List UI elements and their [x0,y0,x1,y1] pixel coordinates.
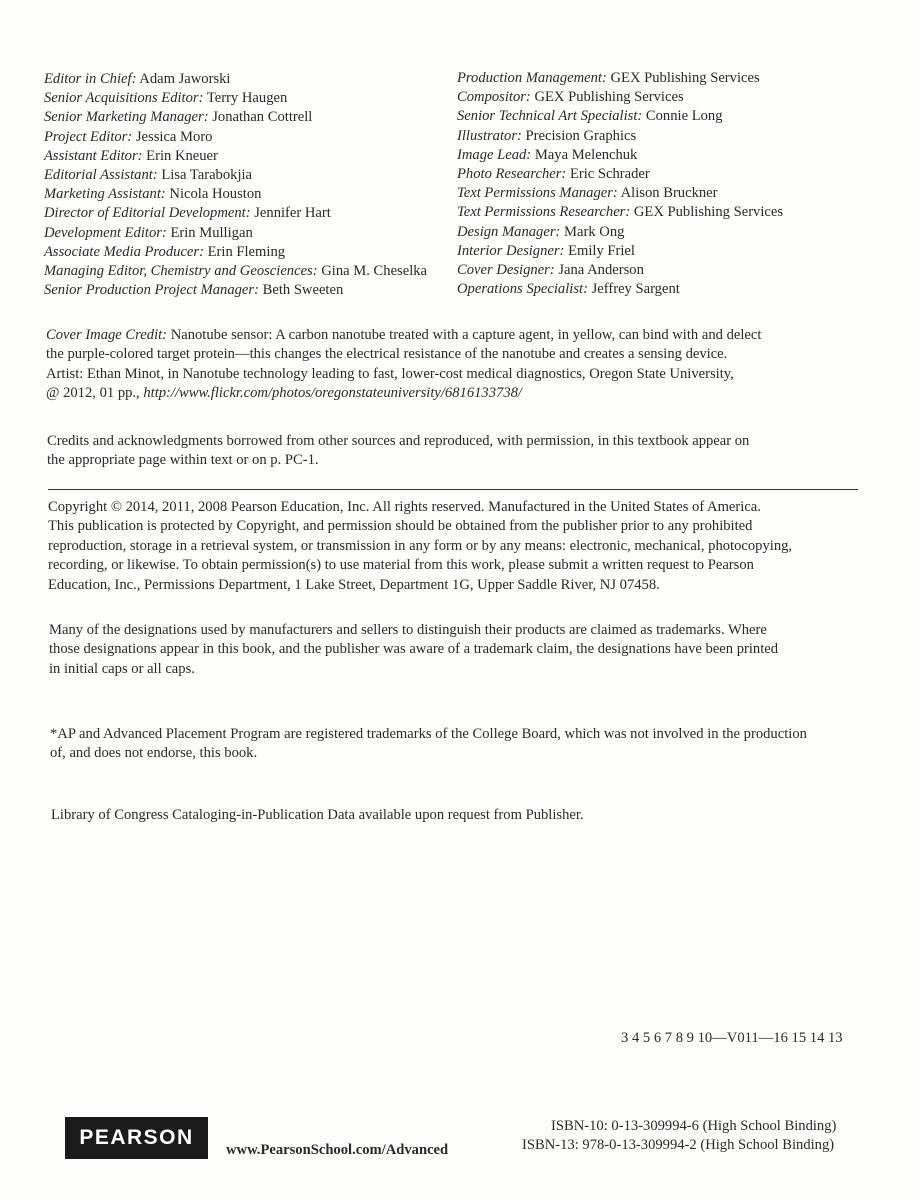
credit-role: Operations Specialist: [457,281,588,298]
cover-credit-text: @ 2012, 01 pp., [46,385,144,402]
credit-line [44,147,449,166]
trademarks-paragraph [49,621,869,679]
credit-name: Eric Schrader [569,166,650,183]
credit-line [457,127,887,146]
paragraph-line: the appropriate page within text or on p. PC-1. [47,452,319,469]
credit-role: Managing Editor, Chemistry and Geosciences: [44,263,318,280]
credit-role: Design Manager: [457,223,561,240]
cover-credit-label: Cover Image Credit: [46,327,168,343]
credit-role: Compositor: [457,89,531,106]
paragraph-line: reproduction, storage in a retrieval system, or transmission in any form or by any means: electronic, mechanical, photocopying, [48,537,793,554]
paragraph-line: This publication is protected by Copyright, and permission should be obtained from the publisher prior to any prohibited [48,518,753,535]
credit-name: Jana Anderson [558,262,644,279]
paragraph-line: Copyright © 2014, 2011, 2008 Pearson Education, Inc. All rights reserved. Manufactured in the United States of America. [48,499,761,515]
credit-line [44,108,449,127]
credit-role: Editorial Assistant: [44,167,158,184]
credit-role: Assistant Editor: [44,147,143,164]
cover-credit-line: Artist: Ethan Minot, in Nanotube technology leading to fast, lower-cost medical diagnostics, Oregon State University, [46,365,734,382]
credit-name: Mark Ong [564,223,625,240]
credit-name: GEX Publishing Services [534,89,684,106]
credit-name: Nicola Houston [169,186,262,203]
paragraph-line: in initial caps or all caps. [49,660,195,677]
cover-credit-line [46,384,866,403]
credit-name: Emily Friel [568,242,635,259]
credit-line [457,261,887,280]
credit-role: Senior Acquisitions Editor: [44,90,204,107]
credit-name: GEX Publishing Services [610,70,760,86]
cover-credit-line: the purple-colored target protein—this changes the electrical resistance of the nanotube and creates a sensing device. [46,346,728,363]
cover-credit-line [46,326,866,345]
credit-name: Erin Mulligan [170,224,253,241]
library-of-congress-note: Library of Congress Cataloging-in-Publication Data available upon request from Publisher. [51,807,584,823]
credit-line [457,184,887,203]
credit-role: Text Permissions Manager: [457,185,618,202]
credit-role: Senior Technical Art Specialist: [457,108,643,125]
credit-name: Jessica Moro [135,128,213,145]
cover-credit-text: Nanotube sensor: A carbon nanotube treated with a capture agent, in yellow, can bind with and delect [167,327,762,343]
credit-line [457,223,887,242]
credit-role: Production Management: [457,70,607,86]
credit-line [457,165,887,184]
isbn-10: ISBN-10: 0-13-309994-6 (High School Binding) [551,1118,837,1134]
credit-role: Illustrator: [457,127,522,144]
logo-text: PEARSON [79,1126,194,1149]
credit-role: Marketing Assistant: [44,186,166,203]
credit-role: Development Editor: [44,224,167,241]
credit-role: Text Permissions Researcher: [457,204,631,221]
paragraph-line: of, and does not endorse, this book. [50,745,258,762]
credit-role: Image Lead: [457,146,532,163]
credit-role: Editor in Chief: [44,71,137,87]
credit-name: Connie Long [645,108,723,125]
credit-role: Associate Media Producer: [44,243,204,260]
credit-line [44,243,449,262]
credit-name: Jonathan Cottrell [212,109,313,126]
cover-image-credit [46,326,866,404]
credit-line [44,204,449,223]
paragraph-line: Education, Inc., Permissions Department, 1 Lake Street, Department 1G, Upper Saddle River, NJ 07458. [48,576,660,593]
credit-line [44,185,449,204]
credit-name: Precision Graphics [525,127,637,144]
horizontal-rule [48,489,858,490]
credit-line [44,128,449,147]
pearson-logo [65,1117,208,1159]
credit-line [44,166,449,185]
credit-line [457,280,887,299]
credit-line [44,70,449,89]
credit-name: Terry Haugen [206,90,288,107]
credit-role: Photo Researcher: [457,166,567,183]
credit-name: Maya Melenchuk [534,146,638,163]
credit-name: Jeffrey Sargent [591,281,680,298]
credit-role: Director of Editorial Development: [44,205,251,222]
acknowledgments-paragraph [47,432,867,471]
credit-name: Beth Sweeten [262,282,344,299]
credit-line [457,88,887,107]
copyright-paragraph [48,498,868,595]
credit-line [457,107,887,126]
credit-line [44,281,449,300]
credit-line [44,89,449,108]
credits-left-column [44,70,449,300]
credit-name: Gina M. Cheselka [321,263,428,280]
paragraph-line: Many of the designations used by manufacturers and sellers to distinguish their products are claimed as trademarks. Where [49,622,767,638]
credit-name: Erin Fleming [207,243,286,260]
credit-role: Project Editor: [44,128,133,145]
credit-name: GEX Publishing Services [633,204,784,221]
paragraph-line: Credits and acknowledgments borrowed from other sources and reproduced, with permission, in this textbook appear on [47,433,750,449]
ap-notice-paragraph [50,725,870,764]
website-url: www.PearsonSchool.com/Advanced [226,1142,449,1158]
cover-credit-url: http://www.flickr.com/photos/oregonstateuniversity/6816133738/ [143,385,522,402]
credit-line [457,242,887,261]
credit-name: Jennifer Hart [254,205,331,222]
credit-name: Adam Jaworski [139,71,231,87]
credit-role: Senior Marketing Manager: [44,109,209,126]
paragraph-line: recording, or likewise. To obtain permission(s) to use material from this work, please submit a written request to Pearson [48,557,754,574]
credit-line [44,224,449,243]
credit-line [457,146,887,165]
credit-role: Cover Designer: [457,262,555,279]
print-line: 3 4 5 6 7 8 9 10—V011—16 15 14 13 [621,1030,843,1046]
credit-name: Alison Bruckner [620,185,718,202]
credit-name: Erin Kneuer [146,147,218,164]
paragraph-line: those designations appear in this book, and the publisher was aware of a trademark claim, the designations have been printed [49,641,779,658]
credit-line [44,262,449,281]
paragraph-line: *AP and Advanced Placement Program are registered trademarks of the College Board, which was not involved in the production [50,726,807,742]
credits-right-column [457,69,887,299]
isbn-13: ISBN-13: 978-0-13-309994-2 (High School Binding) [522,1137,835,1153]
credit-line [457,69,887,88]
credit-role: Senior Production Project Manager: [44,282,259,299]
credit-line [457,203,887,222]
credit-role: Interior Designer: [457,242,565,259]
credit-name: Lisa Tarabokjia [161,167,253,184]
